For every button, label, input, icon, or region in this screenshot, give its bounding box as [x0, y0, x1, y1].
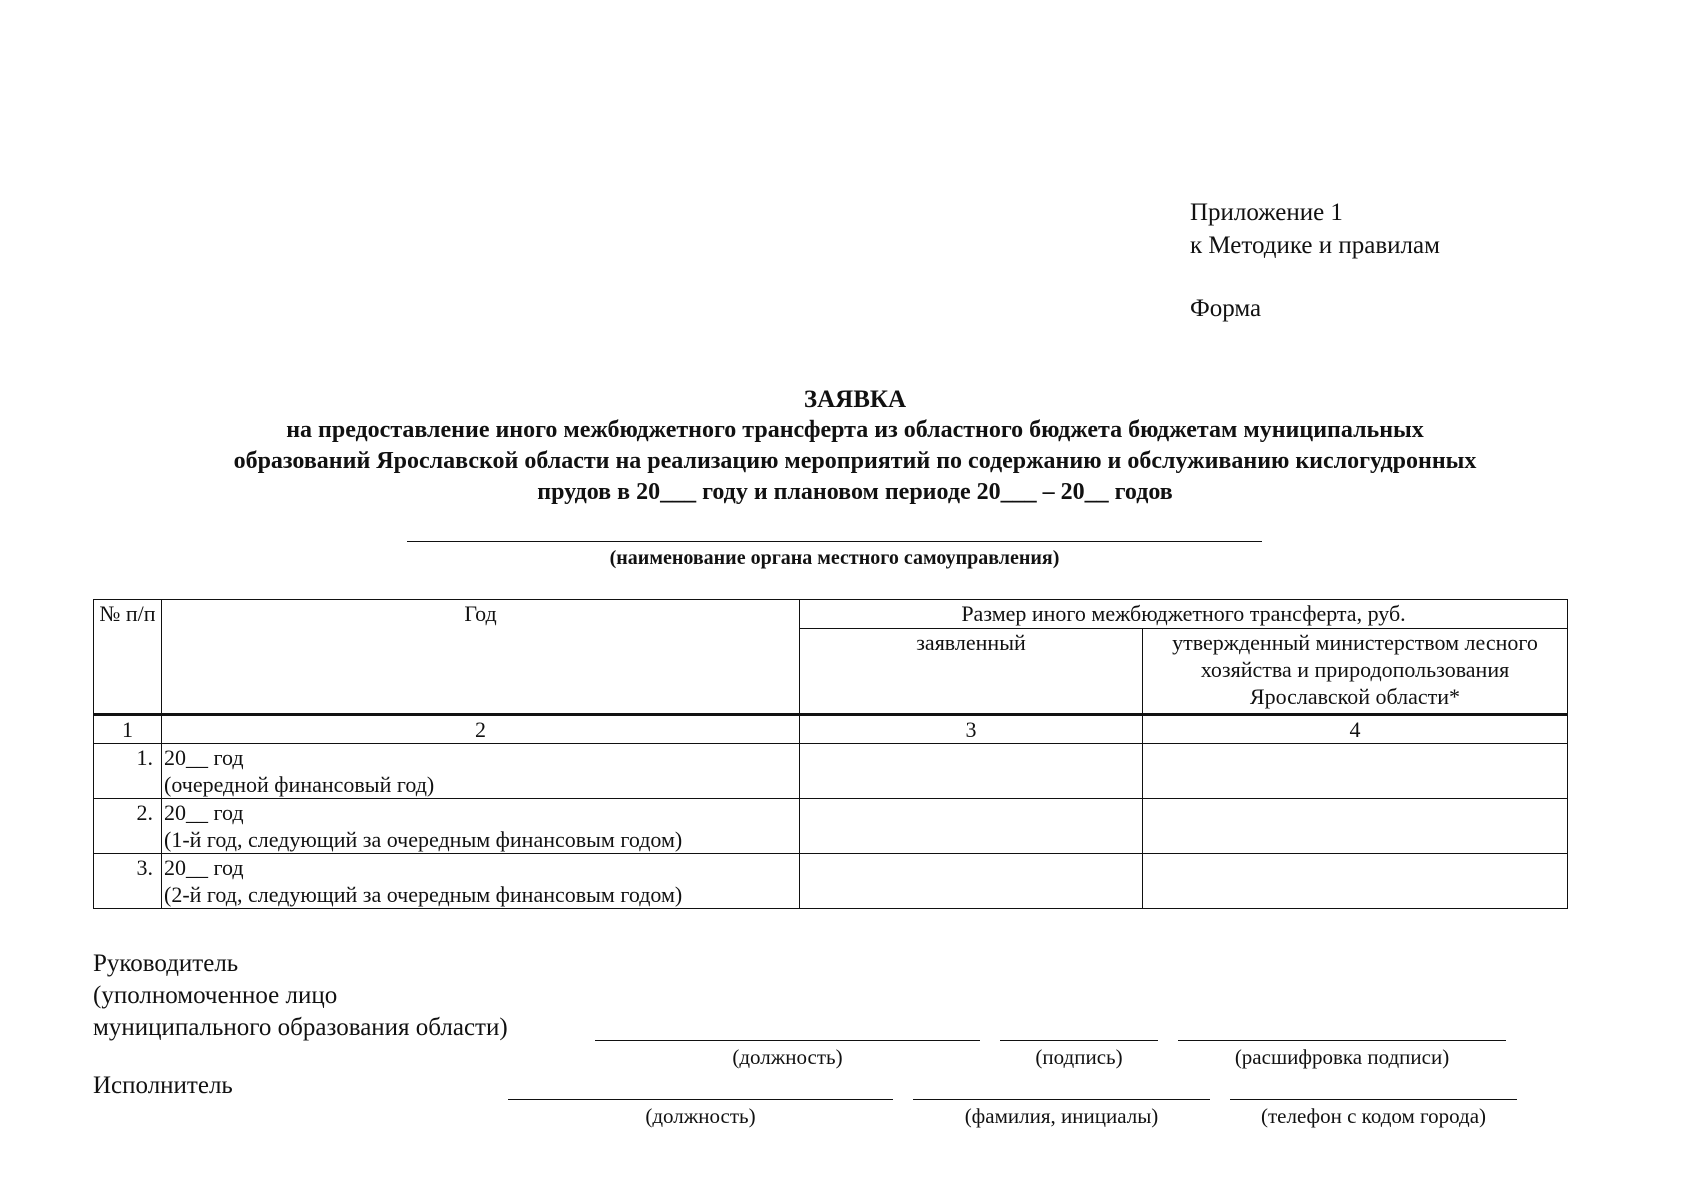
approved-amount-cell[interactable] — [1143, 854, 1568, 909]
column-number-row — [94, 715, 1568, 744]
header-declared: заявленный — [800, 629, 1143, 715]
row-note: (1-й год, следующий за очередным финансовым годом) — [164, 827, 683, 852]
executor-label: Исполнитель — [93, 1072, 233, 1099]
transfer-table — [93, 599, 1568, 909]
executor-position-field[interactable] — [508, 1099, 893, 1100]
executor-position-caption: (должность) — [645, 1104, 756, 1128]
head-label — [93, 948, 508, 1044]
header-transfer-size: Размер иного межбюджетного трансферта, руб. — [800, 600, 1568, 629]
column-number: 3 — [800, 715, 1143, 744]
row-year: 20__ год — [164, 800, 244, 825]
title-main: ЗАЯВКА — [803, 386, 907, 413]
declared-amount-cell[interactable] — [800, 744, 1143, 799]
header-year: Год — [162, 600, 800, 715]
executor-phone-field[interactable] — [1230, 1099, 1517, 1100]
title-line-3: прудов в 20___ году и плановом периоде 20___ – 20__ годов — [537, 479, 1173, 505]
declared-amount-cell[interactable] — [800, 799, 1143, 854]
head-position-field[interactable] — [595, 1040, 980, 1041]
column-number: 1 — [94, 715, 162, 744]
row-num: 3. — [94, 854, 162, 909]
head-label-line-3: муниципального образования области) — [93, 1014, 508, 1041]
appendix-line-1: Приложение 1 — [1190, 199, 1343, 226]
head-label-line-1: Руководитель — [93, 950, 239, 977]
header-num: № п/п — [94, 600, 162, 715]
executor-name-field[interactable] — [913, 1099, 1210, 1100]
row-year-cell — [162, 854, 800, 909]
head-signature-decoding-field[interactable] — [1178, 1040, 1506, 1041]
row-year: 20__ год — [164, 745, 244, 770]
org-name-caption: (наименование органа местного самоуправления) — [609, 547, 1060, 569]
title-line-1: на предоставление иного межбюджетного трансферта из областного бюджета бюджетам муниципальных — [286, 417, 1424, 443]
table-row — [94, 854, 1568, 909]
document-title — [70, 384, 1640, 508]
row-year-cell — [162, 744, 800, 799]
header-approved: утвержденный министерством лесного хозяйства и природопользования Ярославской области* — [1143, 629, 1568, 715]
row-note: (очередной финансовый год) — [164, 772, 435, 797]
executor-phone-caption: (телефон с кодом города) — [1260, 1104, 1487, 1128]
approved-amount-cell[interactable] — [1143, 744, 1568, 799]
column-number: 2 — [162, 715, 800, 744]
column-number: 4 — [1143, 715, 1568, 744]
head-label-line-2: (уполномоченное лицо — [93, 982, 338, 1009]
form-label: Форма — [1190, 295, 1262, 322]
head-signature-caption: (подпись) — [1035, 1045, 1123, 1069]
approved-amount-cell[interactable] — [1143, 799, 1568, 854]
row-note: (2-й год, следующий за очередным финансовым годом) — [164, 882, 683, 907]
row-num: 1. — [94, 744, 162, 799]
row-year-cell — [162, 799, 800, 854]
table-row — [94, 744, 1568, 799]
title-line-2: образований Ярославской области на реализацию мероприятий по содержанию и обслуживанию кислогудронных — [233, 448, 1477, 474]
row-num: 2. — [94, 799, 162, 854]
org-name-field[interactable] — [407, 541, 1262, 542]
table-row — [94, 799, 1568, 854]
executor-name-caption: (фамилия, инициалы) — [964, 1104, 1159, 1128]
appendix-note — [1190, 196, 1440, 262]
head-position-caption: (должность) — [732, 1045, 843, 1069]
declared-amount-cell[interactable] — [800, 854, 1143, 909]
appendix-line-2: к Методике и правилам — [1190, 232, 1440, 259]
row-year: 20__ год — [164, 855, 244, 880]
head-signature-field[interactable] — [1000, 1040, 1158, 1041]
head-decoding-caption: (расшифровка подписи) — [1234, 1045, 1450, 1069]
